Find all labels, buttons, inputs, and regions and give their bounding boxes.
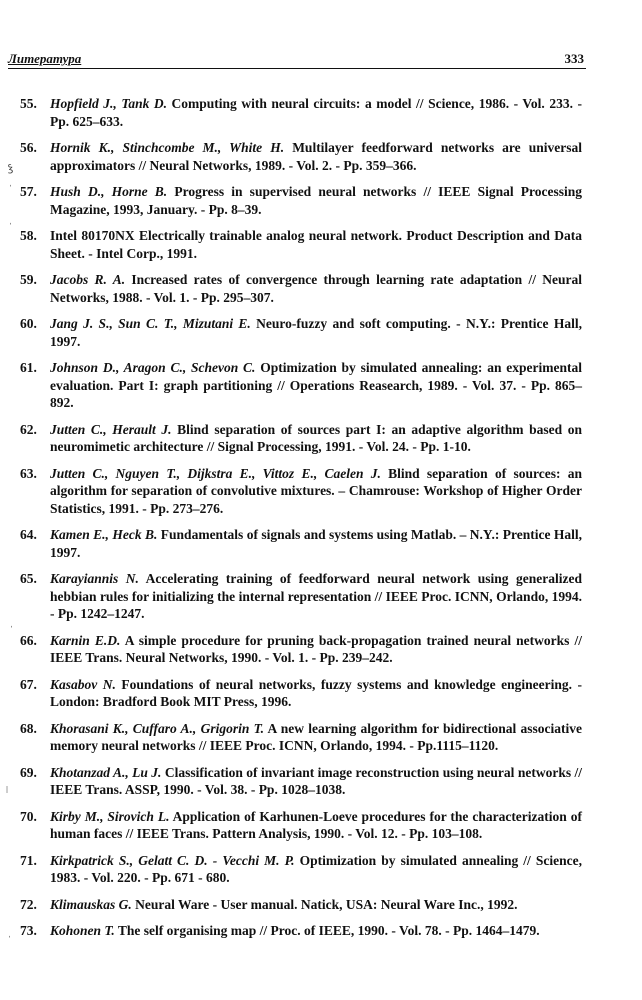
reference-authors: Klimauskas G. <box>50 896 132 912</box>
reference-number: 61. <box>20 360 37 375</box>
reference-text <box>50 465 582 518</box>
reference-authors: Kohonen T. <box>50 923 115 938</box>
margin-mark: ˈ <box>9 184 13 195</box>
page-header <box>8 50 586 69</box>
reference-item <box>20 896 582 914</box>
reference-text <box>50 570 582 623</box>
reference-title: Classification of invariant image reconstruction using neural networks // IEEE Trans. ASSP, 1990. - Vol. 38. - Pp. 1028–1038. <box>50 764 583 797</box>
reference-item <box>20 227 582 262</box>
reference-number: 68. <box>20 720 37 736</box>
reference-text <box>50 720 582 755</box>
reference-title: Accelerating training of feedforward neural network using generalized hebbian rules for initializing the internal representation // IEEE Proc. ICNN, Orlando, 1994. - Pp. 1242–1247. <box>50 571 582 621</box>
reference-text <box>50 676 582 711</box>
reference-item <box>20 315 582 350</box>
reference-authors: Khorasani K., Cuffaro A., Grigorin T. <box>50 720 264 736</box>
reference-authors: Jutten C., Herault J. <box>50 421 172 437</box>
reference-number: 55. <box>20 96 37 111</box>
reference-title: The self organising map // Proc. of IEEE, 1990. - Vol. 78. - Pp. 1464–1479. <box>117 923 540 938</box>
reference-text <box>50 315 582 350</box>
reference-title: Optimization by simulated annealing: an experimental evaluation. Part I: graph partitioning // Operations Reasearch, 1989. - Vol. 37. - Pp. 865–892. <box>50 360 583 410</box>
reference-authors: Kamen E., Heck B. <box>50 527 158 542</box>
reference-item <box>20 922 582 940</box>
reference-text <box>50 922 582 940</box>
reference-number: 73. <box>20 923 37 938</box>
reference-title: Intel 80170NX Electrically trainable analog neural network. Product Description and Data Sheet. - Intel Corp., 1991. <box>50 228 582 261</box>
reference-item <box>20 570 582 623</box>
reference-authors: Johnson D., Aragon C., Schevon C. <box>50 360 256 375</box>
reference-item <box>20 183 582 218</box>
reference-authors: Jang J. S., Sun C. T., Mizutani E. <box>50 316 251 331</box>
reference-number: 65. <box>20 571 37 586</box>
reference-text <box>50 896 582 914</box>
reference-authors: Kasabov N. <box>50 676 116 692</box>
reference-text <box>50 359 582 412</box>
reference-authors: Khotanzad A., Lu J. <box>50 764 162 780</box>
reference-authors: Hornik K., Stinchcombe M., White H. <box>50 140 285 155</box>
reference-title: Fundamentals of signals and systems using Matlab. – N.Y.: Prentice Hall, 1997. <box>50 527 582 560</box>
reference-text <box>50 183 582 218</box>
reference-text <box>50 139 582 174</box>
reference-text <box>50 227 582 262</box>
reference-title: Progress in supervised neural networks // IEEE Signal Processing Magazine, 1993, January. - Pp. 8–39. <box>50 184 582 217</box>
reference-number: 59. <box>20 272 37 287</box>
reference-number: 69. <box>20 764 37 780</box>
running-head: Литература <box>8 51 82 66</box>
reference-authors: Kirby M., Sirovich L. <box>50 808 170 824</box>
reference-title: Optimization by simulated annealing // Science, 1983. - Vol. 220. - Pp. 671 - 680. <box>50 852 583 885</box>
reference-authors: Karnin E.D. <box>50 632 121 648</box>
reference-item <box>20 421 582 456</box>
reference-title: Neuro-fuzzy and soft computing. - N.Y.: Prentice Hall, 1997. <box>50 316 582 349</box>
reference-title: Increased rates of convergence through learning rate adaptation // Neural Networks, 1988. - Vol. 1. - Pp. 295–307. <box>50 272 582 305</box>
reference-authors: Hopfield J., Tank D. <box>50 96 167 111</box>
reference-authors: Jacobs R. A. <box>50 272 126 287</box>
reference-list <box>20 95 582 949</box>
reference-title: Computing with neural circuits: a model // Science, 1986. - Vol. 233. - Pp. 625–633. <box>50 96 583 129</box>
reference-title: A new learning algorithm for bidirectional associative memory neural networks // IEEE Proc. ICNN, Orlando, 1994. - Pp.1115–1120. <box>50 720 582 753</box>
margin-mark: ˈ <box>10 625 14 636</box>
reference-title: Application of Karhunen-Loeve procedures for the characterization of human faces // IEEE Trans. Pattern Analysis, 1990. - Vol. 12. - Pp. 103–108. <box>50 808 582 841</box>
reference-item <box>20 676 582 711</box>
reference-text <box>50 764 582 799</box>
reference-title: Foundations of neural networks, fuzzy systems and knowledge engineering. - London: Bradford Book MIT Press, 1996. <box>50 676 583 709</box>
reference-item <box>20 808 582 843</box>
reference-number: 63. <box>20 465 37 481</box>
reference-number: 64. <box>20 527 37 542</box>
reference-text <box>50 852 582 887</box>
reference-title: A simple procedure for pruning back-propagation trained neural networks // IEEE Trans. Neural Networks, 1990. - Vol. 1. - Pp. 239–242. <box>50 632 582 665</box>
reference-item <box>20 764 582 799</box>
reference-item <box>20 720 582 755</box>
reference-number: 60. <box>20 316 37 331</box>
reference-number: 72. <box>20 896 37 912</box>
reference-item <box>20 852 582 887</box>
reference-item <box>20 139 582 174</box>
reference-item <box>20 359 582 412</box>
page-number: 333 <box>564 51 584 66</box>
reference-number: 70. <box>20 808 37 824</box>
reference-text <box>50 271 582 306</box>
reference-title: Blind separation of sources part I: an adaptive algorithm based on neuromimetic architecture // Signal Processing, 1991. - Vol. 24. - Pp. 1-10. <box>50 421 582 454</box>
reference-authors: Karayiannis N. <box>50 571 139 586</box>
reference-authors: Kirkpatrick S., Gelatt C. D. - Vecchi M. P. <box>50 852 295 868</box>
reference-number: 58. <box>20 228 37 243</box>
margin-mark: ǀ <box>6 785 9 796</box>
reference-number: 71. <box>20 852 37 868</box>
reference-number: 66. <box>20 632 37 648</box>
reference-text <box>50 808 582 843</box>
margin-mark: ꝣ <box>8 163 14 174</box>
reference-number: 67. <box>20 676 37 692</box>
reference-item <box>20 95 582 130</box>
margin-mark: ˈ <box>9 222 13 233</box>
reference-number: 56. <box>20 140 37 155</box>
reference-title: Neural Ware - User manual. Natick, USA: Neural Ware Inc., 1992. <box>135 896 518 912</box>
reference-item <box>20 632 582 667</box>
reference-authors: Hush D., Horne B. <box>50 184 168 199</box>
reference-text <box>50 632 582 667</box>
reference-title: Multilayer feedforward networks are universal approximators // Neural Networks, 1989. - Vol. 2. - Pp. 359–366. <box>50 140 582 173</box>
reference-item <box>20 465 582 518</box>
reference-number: 57. <box>20 184 37 199</box>
reference-text <box>50 95 582 130</box>
reference-item <box>20 526 582 561</box>
reference-text <box>50 421 582 456</box>
reference-item <box>20 271 582 306</box>
reference-title: Blind separation of sources: an algorithm for separation of convolutive mixtures. – Chamrouse: Workshop of Higher Order Statistics, 1991. - Pp. 273–276. <box>50 465 582 516</box>
reference-authors: Jutten C., Nguyen T., Dijkstra E., Vittoz E., Caelen J. <box>50 465 381 481</box>
reference-number: 62. <box>20 421 37 437</box>
margin-mark: ˈ <box>8 935 12 946</box>
reference-text <box>50 526 582 561</box>
